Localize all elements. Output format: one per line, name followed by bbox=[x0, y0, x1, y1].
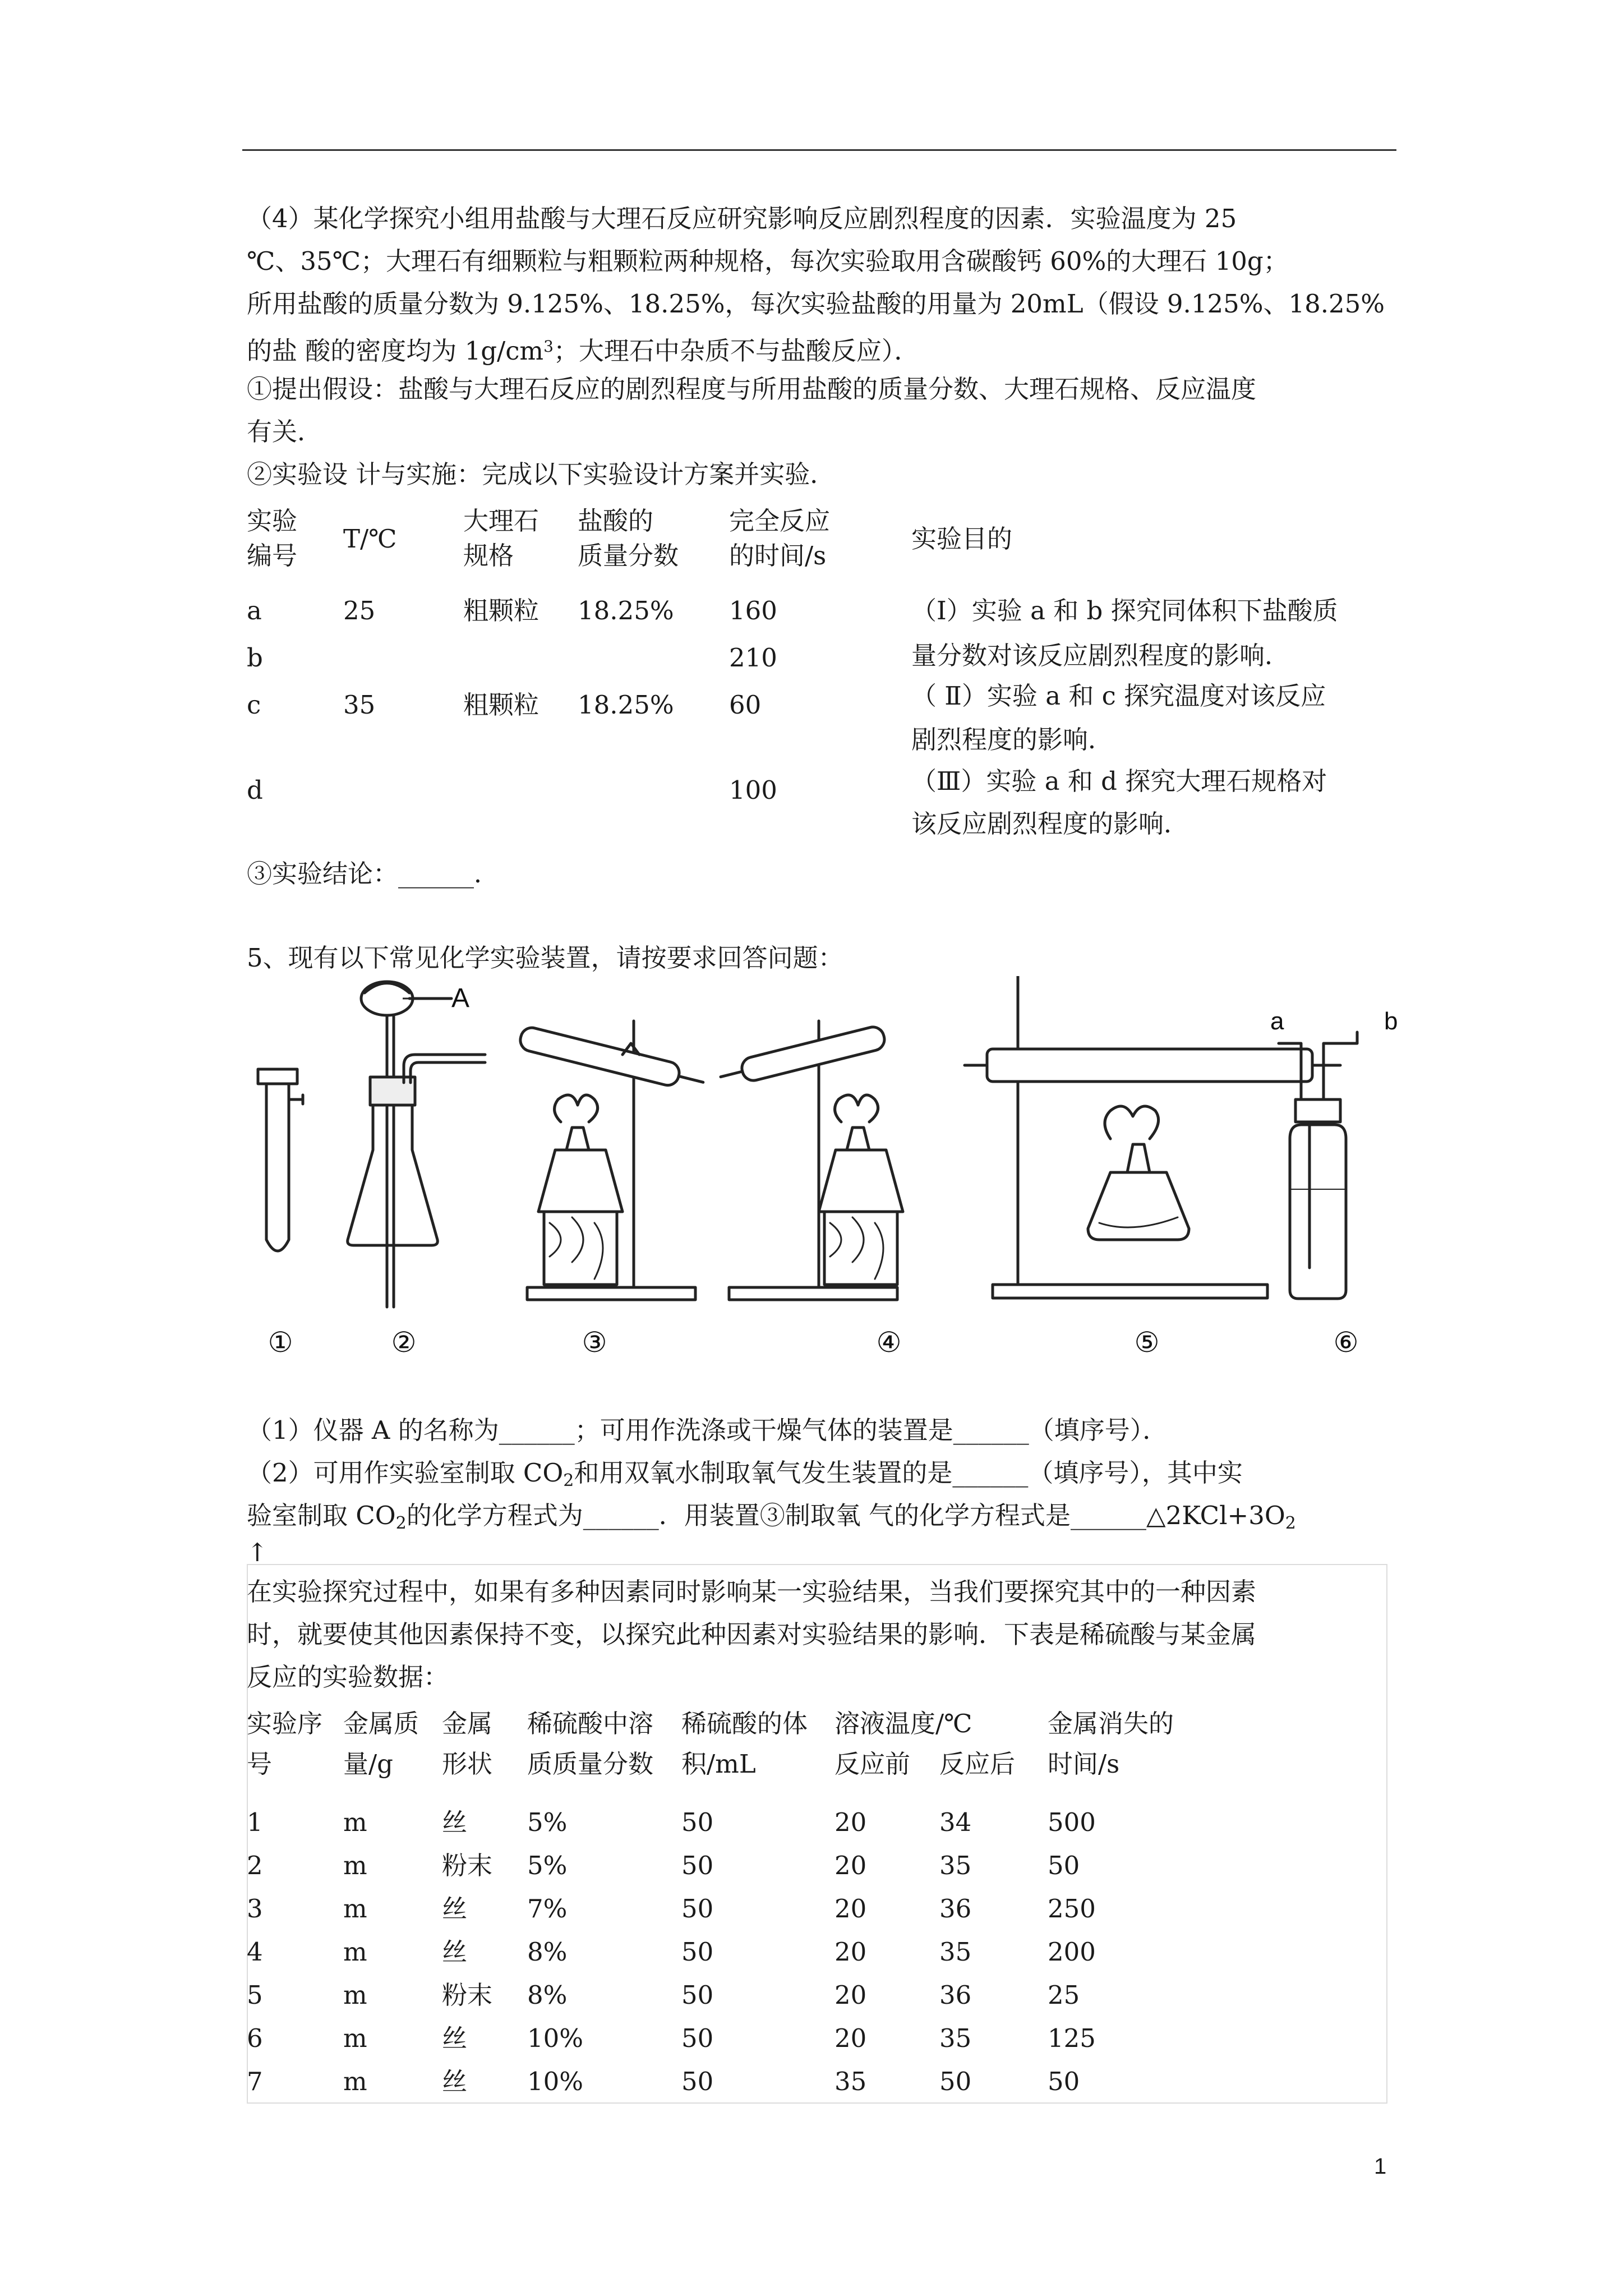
metal-row-7-col-3: 丝 bbox=[442, 2067, 468, 2096]
metal-row-5-col-8: 25 bbox=[1048, 1980, 1080, 2010]
q5-arrow: ↑ bbox=[247, 1538, 268, 1567]
t2-h4a: 稀硫酸中溶 bbox=[527, 1709, 654, 1738]
t1-header-no-2: 编号 bbox=[247, 541, 298, 570]
metal-row-1-col-6: 20 bbox=[834, 1807, 867, 1837]
metal-row-7-col-4: 10% bbox=[527, 2067, 584, 2096]
q5-sub2-line2: 验室制取 $CO_2$的化学方程式为______．用装置③制取氧 气的化学方程式是$\_\_\_\_\_\_\triangle 2KCl+3O_2$ bbox=[247, 1501, 1296, 1533]
metal-row-1-col-7: 34 bbox=[939, 1807, 972, 1837]
hypothesis-line-1: ①提出假设：盐酸与大理石反应的剧烈程度与所用盐酸的质量分数、大理石规格、反应温度 bbox=[247, 374, 1257, 404]
metal-row-5-col-4: 8% bbox=[527, 1980, 568, 2010]
q5-sub1: （1）仪器 A 的名称为______；可用作洗涤或干燥气体的装置是______（填序号）． bbox=[247, 1415, 1168, 1445]
heating-apparatus-3 bbox=[518, 1021, 706, 1300]
q4-line-1: （4）某化学探究小组用盐酸与大理石反应研究影响反应剧烈程度的因素．实验温度为 25 bbox=[247, 204, 1237, 233]
flask-apparatus bbox=[348, 982, 485, 1307]
t1-row-c-id: c bbox=[247, 690, 261, 720]
test-tube-apparatus bbox=[258, 1069, 303, 1251]
t1-row-c-time: 60 bbox=[729, 690, 762, 720]
metal-row-3-col-4: 7% bbox=[527, 1894, 568, 1924]
metal-row-3-col-1: 3 bbox=[247, 1894, 263, 1924]
t2-h3a: 金属 bbox=[442, 1709, 493, 1738]
metal-row-3-col-3: 丝 bbox=[442, 1894, 468, 1924]
t1-header-time-2: 的时间/s bbox=[729, 541, 827, 570]
t2-h3b: 形状 bbox=[442, 1749, 493, 1779]
metal-row-2-col-6: 20 bbox=[834, 1851, 867, 1880]
t1-row-a-temp: 25 bbox=[343, 596, 376, 625]
hypothesis-line-2: 有关． bbox=[247, 417, 323, 447]
metal-row-1-col-5: 50 bbox=[681, 1807, 714, 1837]
t1-row-a-time: 160 bbox=[729, 596, 777, 625]
t1-header-temp: T/℃ bbox=[343, 524, 397, 554]
t2-h2b: 量/g bbox=[343, 1749, 393, 1779]
t1-row-b-time: 210 bbox=[729, 643, 777, 673]
t1-header-time-1: 完全反应 bbox=[729, 506, 831, 536]
t2-h6top: 溶液温度/℃ bbox=[834, 1709, 972, 1738]
metal-row-1-col-2: m bbox=[343, 1807, 367, 1837]
metal-row-7-col-5: 50 bbox=[681, 2067, 714, 2096]
t1-header-size-2: 规格 bbox=[463, 541, 514, 570]
t2-h4b: 质质量分数 bbox=[527, 1749, 654, 1779]
metal-row-4-col-6: 20 bbox=[834, 1937, 867, 1967]
metal-row-4-col-3: 丝 bbox=[442, 1937, 468, 1967]
metal-row-4-col-8: 200 bbox=[1048, 1937, 1096, 1967]
metal-row-7-col-1: 7 bbox=[247, 2067, 263, 2096]
metal-row-3-col-5: 50 bbox=[681, 1894, 714, 1924]
purpose-3b: 该反应剧烈程度的影响． bbox=[911, 809, 1189, 839]
metal-intro-1: 在实验探究过程中，如果有多种因素同时影响某一实验结果，当我们要探究其中的一种因素 bbox=[247, 1577, 1257, 1607]
apparatus-label-6: ⑥ bbox=[1333, 1327, 1359, 1358]
q5-title: 5、现有以下常见化学实验装置，请按要求回答问题： bbox=[247, 943, 843, 973]
t2-h1a: 实验序 bbox=[247, 1709, 323, 1738]
purpose-2b: 剧烈程度的影响． bbox=[911, 725, 1114, 754]
apparatus-label-2: ② bbox=[391, 1327, 417, 1358]
q4-line-4: 的盐 酸的密度均为 $1g/cm^3$；大理石中杂质不与盐酸反应）． bbox=[247, 336, 920, 366]
label-A: A bbox=[451, 983, 470, 1013]
metal-row-5-col-2: m bbox=[343, 1980, 367, 2010]
metal-row-6-col-2: m bbox=[343, 2023, 367, 2053]
q5-sub2-line1: （2）可用作实验室制取 $CO_2$和用双氧水制取氧气发生装置的是______（填序号），其中实 bbox=[247, 1458, 1243, 1490]
metal-row-1-col-4: 5% bbox=[527, 1807, 568, 1837]
metal-row-7-col-8: 50 bbox=[1048, 2067, 1080, 2096]
metal-row-4-col-7: 35 bbox=[939, 1937, 972, 1967]
metal-row-5-col-3: 粉末 bbox=[442, 1980, 493, 2010]
metal-row-3-col-2: m bbox=[343, 1894, 367, 1924]
metal-row-5-col-7: 36 bbox=[939, 1980, 972, 2010]
page-number: 1 bbox=[1374, 2154, 1387, 2179]
metal-row-2-col-3: 粉末 bbox=[442, 1851, 493, 1880]
t1-header-purpose: 实验目的 bbox=[911, 524, 1013, 554]
apparatus-figure bbox=[236, 976, 1424, 1380]
t1-row-c-size: 粗颗粒 bbox=[463, 690, 540, 720]
metal-row-6-col-1: 6 bbox=[247, 2023, 263, 2053]
metal-row-7-col-6: 35 bbox=[834, 2067, 867, 2096]
heating-apparatus-5 bbox=[965, 976, 1340, 1298]
metal-row-2-col-5: 50 bbox=[681, 1851, 714, 1880]
metal-row-1-col-1: 1 bbox=[247, 1807, 263, 1837]
t1-header-size-1: 大理石 bbox=[463, 506, 540, 536]
metal-row-2-col-4: 5% bbox=[527, 1851, 568, 1880]
metal-row-6-col-5: 50 bbox=[681, 2023, 714, 2053]
metal-row-3-col-7: 36 bbox=[939, 1894, 972, 1924]
metal-row-6-col-8: 125 bbox=[1048, 2023, 1096, 2053]
metal-row-7-col-2: m bbox=[343, 2067, 367, 2096]
metal-row-4-col-4: 8% bbox=[527, 1937, 568, 1967]
q4-line-3: 所用盐酸的质量分数为 9.125%、18.25%，每次实验盐酸的用量为 20mL（假设 9.125%、18.25% bbox=[247, 289, 1385, 319]
t1-row-c-conc: 18.25% bbox=[578, 690, 674, 720]
t1-row-d-time: 100 bbox=[729, 775, 777, 805]
metal-row-6-col-4: 10% bbox=[527, 2023, 584, 2053]
t2-h7: 反应后 bbox=[939, 1749, 1016, 1779]
metal-intro-2: 时，就要使其他因素保持不变，以探究此种因素对实验结果的影响．下表是稀硫酸与某金属 bbox=[247, 1619, 1257, 1649]
label-b: b bbox=[1384, 1007, 1398, 1035]
purpose-1b: 量分数对该反应剧烈程度的影响． bbox=[911, 641, 1290, 670]
t1-row-c-temp: 35 bbox=[343, 690, 376, 720]
t2-h6: 反应前 bbox=[834, 1749, 911, 1779]
metal-row-3-col-8: 250 bbox=[1048, 1894, 1096, 1924]
conclusion-line: ③实验结论：______． bbox=[247, 859, 500, 889]
purpose-1a: （Ⅰ）实验 a 和 b 探究同体积下盐酸质 bbox=[911, 596, 1338, 625]
t2-h1b: 号 bbox=[247, 1749, 273, 1779]
metal-row-4-col-2: m bbox=[343, 1937, 367, 1967]
metal-row-2-col-8: 50 bbox=[1048, 1851, 1080, 1880]
t2-h8a: 金属消失的 bbox=[1048, 1709, 1174, 1738]
metal-row-4-col-1: 4 bbox=[247, 1937, 263, 1967]
metal-row-5-col-1: 5 bbox=[247, 1980, 263, 2010]
apparatus-label-1: ① bbox=[268, 1327, 293, 1358]
metal-row-6-col-6: 20 bbox=[834, 2023, 867, 2053]
metal-row-1-col-8: 500 bbox=[1048, 1807, 1096, 1837]
label-a: a bbox=[1270, 1007, 1284, 1035]
t2-h8b: 时间/s bbox=[1048, 1749, 1120, 1779]
purpose-2a: （ Ⅱ）实验 a 和 c 探究温度对该反应 bbox=[911, 681, 1326, 711]
t1-row-a-conc: 18.25% bbox=[578, 596, 674, 625]
header-rule bbox=[242, 149, 1396, 151]
metal-row-1-col-3: 丝 bbox=[442, 1807, 468, 1837]
metal-row-2-col-2: m bbox=[343, 1851, 367, 1880]
metal-row-4-col-5: 50 bbox=[681, 1937, 714, 1967]
heating-apparatus-4 bbox=[718, 1021, 903, 1300]
metal-row-5-col-6: 20 bbox=[834, 1980, 867, 2010]
t1-row-b-id: b bbox=[247, 643, 263, 673]
metal-row-3-col-6: 20 bbox=[834, 1894, 867, 1924]
apparatus-label-5: ⑤ bbox=[1134, 1327, 1160, 1358]
metal-row-5-col-5: 50 bbox=[681, 1980, 714, 2010]
t1-header-no-1: 实验 bbox=[247, 506, 298, 536]
metal-row-6-col-3: 丝 bbox=[442, 2023, 468, 2053]
apparatus-label-4: ④ bbox=[876, 1327, 902, 1358]
metal-row-2-col-1: 2 bbox=[247, 1851, 263, 1880]
t1-header-conc-1: 盐酸的 bbox=[578, 506, 654, 536]
purpose-3a: （Ⅲ）实验 a 和 d 探究大理石规格对 bbox=[911, 766, 1327, 796]
metal-row-7-col-7: 50 bbox=[939, 2067, 972, 2096]
t2-h5b: 积/mL bbox=[681, 1749, 756, 1779]
t2-h2a: 金属质 bbox=[343, 1709, 419, 1738]
metal-row-2-col-7: 35 bbox=[939, 1851, 972, 1880]
q4-line-2: ℃、35℃；大理石有细颗粒与粗颗粒两种规格，每次实验取用含碳酸钙 60%的大理石 10g； bbox=[247, 246, 1289, 276]
t1-row-a-id: a bbox=[247, 596, 262, 625]
t2-h5a: 稀硫酸的体 bbox=[681, 1709, 808, 1738]
design-line: ②实验设 计与实施：完成以下实验设计方案并实验． bbox=[247, 459, 836, 489]
t1-row-a-size: 粗颗粒 bbox=[463, 596, 540, 625]
t1-header-conc-2: 质量分数 bbox=[578, 541, 679, 570]
t1-row-d-id: d bbox=[247, 775, 263, 805]
metal-row-6-col-7: 35 bbox=[939, 2023, 972, 2053]
metal-intro-3: 反应的实验数据： bbox=[247, 1662, 449, 1692]
apparatus-label-3: ③ bbox=[582, 1327, 607, 1358]
